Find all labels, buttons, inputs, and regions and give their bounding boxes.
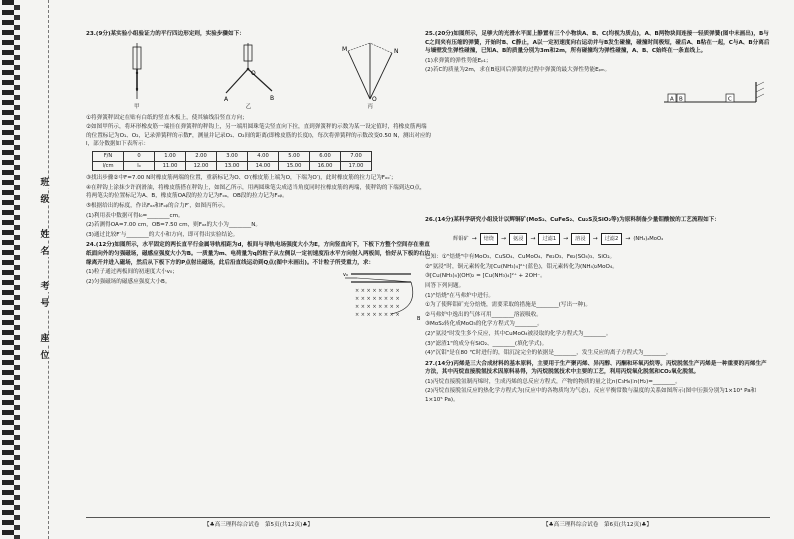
svg-text:B: B [417, 316, 421, 323]
svg-text:M: M [342, 46, 348, 53]
svg-text:× × × × × × × ×: × × × × × × × × [355, 296, 400, 303]
q26-subquestion: (1)"焙烧"在马弗炉中进行。 [425, 292, 495, 299]
q23-subquestion: (2)若测得OA=7.00 cm，OB=7.50 cm，则Fₒₐ的大小为________N。 [86, 222, 261, 229]
q23-step: ②如图甲所示，将环形橡皮筋一端挂在弹簧秤的秤钩上，另一端用圆珠笔尖竖直向下拉，直到弹簧秤的示数为某一设定值时，将橡皮筋两端的位置标记为O₁、O₂，记录弹簧秤的示数F，测量并记录O₁、O₂间的距离(即橡皮筋的长度l)，每次将弹簧秤的示数改变0.50 N，测出对应的l，部分数据如下表所示： [86, 124, 432, 148]
table-cell: l₀ [124, 161, 155, 171]
table-cell: 15.00 [279, 161, 310, 171]
q26-process-flow: 辉钼矿 → 焙烧 → 氨浸 → 过滤1 → 溶浸 → 过滤2 → (NH₄)₂MoO₄ [453, 233, 770, 246]
table-cell: 4.00 [248, 151, 279, 161]
question-24-head: 24.(12分)如图所示，水平固定的两长直平行金属导轨相距为d，板间与导轨电场强度大小为E，方向竖直向下，下板下方整个空间存在垂直纸面向外的匀强磁场，磁感应强度大小为B。一质量为m、电荷量为q的粒子从左侧以一定初速度沿水平方向射入两板间，恰好从下板的右边缘离开并进入磁场，然后从下板下方的P点射出磁场，此后沿直线运动到Q点(图中未画出)。不计粒子所受重力，求： [86, 242, 431, 266]
q23-data-table [92, 151, 372, 171]
label-O: O [251, 70, 257, 77]
label-B: B [270, 95, 275, 102]
figure-yi [218, 41, 278, 112]
binding-label: 考 [38, 282, 52, 292]
flow-step: 氨浸 [509, 233, 527, 246]
svg-text:× × × × × × × ×: × × × × × × × × [355, 312, 400, 319]
svg-text:N: N [394, 48, 399, 55]
flow-start: 辉钼矿 [453, 235, 469, 242]
block-A: A [670, 96, 674, 103]
q27-subquestion: (2)丙烷直接脱氢反应的热化学方程式为(反应中的各物质均为气态)，反应平衡常数与温度的关系如图所示(图中压强分别为1×10⁴ Pa和1×10⁵ Pa)。 [425, 388, 757, 404]
q26-subquestion: ①为了使辉钼矿充分焙烧，需要采取的措施是________(写出一种)。 [425, 302, 592, 309]
exam-page-right [425, 30, 770, 530]
q23-step: ①将弹簧秤固定在贴有白纸的竖直木板上，使其轴线沿竖直方向； [86, 114, 248, 121]
figure-bing [340, 41, 400, 112]
question-26-head: 26.(14分)某科学研究小组设计以辉铜矿(MoS₂、CuFeS₂、Cu₂S及SiO₂等)为原料制备少量钼酸铵的工艺流程如下： [425, 216, 720, 223]
question-23-head: 23.(9分)某实验小组验证力的平行四边形定则，实验步骤如下： [86, 31, 245, 37]
q24-subquestion: (2)匀强磁场的磁感应强度大小B。 [86, 278, 171, 285]
q25-subquestion: (1)求弹簧的弹性势能Eₚ₁； [425, 57, 492, 64]
binding-label: 级 [38, 195, 52, 205]
q26-subquestion: ②马弗炉中逸出的气体可用________溶液吸收。 [425, 311, 542, 318]
binding-line [48, 0, 49, 539]
q26-subquestion: (2)"氨浸"时发生多个反应，其中CuMoO₄被浸取的化学方程式为________。 [425, 330, 612, 337]
binding-label: 号 [38, 299, 52, 309]
binding-label: 班 [38, 178, 52, 188]
svg-text:× × × × × × × ×: × × × × × × × × [355, 304, 400, 311]
q26-prompt: 回答下列问题。 [425, 282, 465, 289]
flow-step: 溶浸 [571, 233, 589, 246]
q26-subquestion: (4)"沉钼"是在80 ℃时进行的，钼沉淀完全的依据是________，发生反应的离子方程式为________。 [425, 350, 672, 357]
q26-subquestion: (3)"滤渣1"的成分有SiO₂、________(填化学式)。 [425, 340, 548, 347]
table-cell: 17.00 [341, 161, 372, 171]
exam-page-left [86, 30, 431, 530]
page-footer-left: 【♣高三理科综合试卷 第5页(共12页)♣】 [86, 517, 431, 530]
table-cell: 3.00 [217, 151, 248, 161]
block-C: C [728, 96, 732, 103]
q26-known: ②"氨浸"时，铜元素转化为[Cu(NH₃)₄]²⁺(蓝色)，钼元素转化为(NH₄)₂MoO₄。 [425, 263, 618, 270]
table-cell: 1.00 [155, 151, 186, 161]
table-cell: 14.00 [248, 161, 279, 171]
table-cell: 13.00 [217, 161, 248, 171]
table-cell: 11.00 [155, 161, 186, 171]
table-cell: 16.00 [310, 161, 341, 171]
binding-label: 座 [38, 334, 52, 344]
table-cell: 12.00 [186, 161, 217, 171]
q26-known: ③[Cu(NH₃)₄](OH)₂ = [Cu(NH₃)₄]²⁺ + 2OH⁻。 [425, 273, 546, 280]
q25-subquestion: (2)若C的质量为2m，求在B返回后弹簧的过程中弹簧的最大弹性势能Eₚₘ。 [425, 67, 611, 74]
table-cell: 7.00 [341, 151, 372, 161]
figure-caption: 丙 [367, 104, 373, 110]
page-footer-right: 【♣高三理科综合试卷 第6页(共12页)♣】 [425, 517, 770, 530]
q24-subquestion: (1)粒子通过两板间的初速度大小v₀； [86, 269, 178, 276]
q23-step: ⑤根据给出的标度，作出Fₒₐ和Fₒᵦ的合力F′，如图丙所示。 [86, 202, 229, 209]
table-cell: 6.00 [310, 151, 341, 161]
q26-known: 已知：①"焙烧"中有MoO₃、CuSO₄、CuMoO₄、Fe₂O₃、Fe₂(SO₄)₃、SiO₂。 [425, 254, 616, 261]
svg-text:O: O [372, 96, 377, 103]
binding-pattern-inner [14, 0, 20, 539]
question-27-head: 27.(14分)丙烯是三大合成材料的基本原料，主要用于生产聚丙烯、异丙醇、丙酮和环氧丙烷等。丙烷脱氢生产丙烯是一种重要的丙烯生产方法，其中丙烷直接脱氢技术因原料易得，为丙烷脱氢技术中主要的工艺，利用丙烷氧化脱氢和CO₂氧化脱氢。 [425, 360, 767, 376]
flow-step: 过滤2 [601, 233, 623, 246]
table-head-cell: l/cm [93, 161, 124, 171]
binding-pattern [2, 0, 14, 539]
table-cell: 2.00 [186, 151, 217, 161]
label-A: A [224, 96, 229, 103]
svg-text:× × × × × × × ×: × × × × × × × × [355, 288, 400, 295]
q23-step: ④在秤钩上涂抹少许润滑油，将橡皮筋搭在秤钩上，如图乙所示，用两圆珠笔尖成适当角度同时拉橡皮筋的两端，使秤钩的下端到达O点，将两笔尖的位置标记为A、B，橡皮筋OA段的拉力记为Fₒₐ，OB段的拉力记为Fₒᵦ。 [86, 184, 426, 200]
q27-subquestion: (1)丙烷直接脱氢制丙烯时，生成丙烯的总反应方程式，产物的物质的量之比n(C₃H₆)∶n(H₂)=________。 [425, 378, 681, 385]
table-cell: 0 [124, 151, 155, 161]
q25-figure [425, 76, 770, 106]
svg-text:v₀: v₀ [343, 272, 348, 279]
figure-caption: 甲 [134, 104, 140, 110]
q23-step: ③找出步骤②中F=7.00 N时橡皮筋两端的位置，重新标记为O、O′(橡皮筋上端为O，下端为O′)，此时橡皮筋的拉力记为Fₒₒ′； [86, 175, 397, 182]
binding-label: 姓 [38, 230, 52, 240]
flow-end: (NH₄)₂MoO₄ [633, 235, 664, 242]
flow-step: 焙烧 [480, 233, 498, 246]
binding-label: 名 [38, 247, 52, 257]
flow-step: 过滤1 [538, 233, 560, 246]
block-B: B [679, 96, 683, 103]
q24-figure [341, 268, 431, 324]
binding-label: 位 [38, 351, 52, 361]
q23-subquestion: (1)利用表中数据可得l₀=________cm。 [86, 212, 184, 219]
figure-jia [117, 41, 157, 112]
question-25-head: 25.(20分)如图所示，足够大的光滑水平面上静置有三个小物块A、B、C(均视为质点)，A、B两物块间连接一轻质弹簧(图中未画出)，B与C之间夹有压缩的弹簧，开始时B、C静止，A以一定初速度向右运动并与B发生碰撞，碰撞时间极短，碰后A、B粘在一起，C与A、B分离后与墙壁发生弹性碰撞，已知A、B的质量分别为3m和2m，所有碰撞均为弹性碰撞，A、B、C始终在一条直线上。 [425, 31, 770, 55]
figure-caption: 乙 [245, 104, 252, 110]
binding-strip [0, 0, 70, 539]
table-head-cell: F/N [93, 151, 124, 161]
q23-subquestion: (3)通过比较F′与________的大小和方向，即可得出实验结论。 [86, 231, 239, 238]
table-cell: 5.00 [279, 151, 310, 161]
question-23-figures [86, 42, 431, 112]
q26-subquestion: ③MoS₂转化成MoO₃的化学方程式为________。 [425, 321, 543, 328]
